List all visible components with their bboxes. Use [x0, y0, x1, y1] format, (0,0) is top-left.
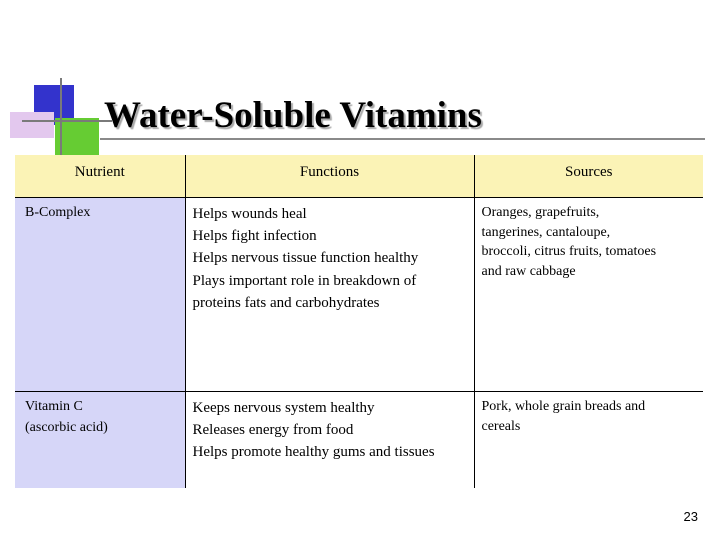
vitamins-table: [15, 155, 703, 488]
function-line: Helps wounds heal: [192, 206, 307, 222]
header-sources: Sources: [474, 155, 703, 198]
source-line: tangerines, cantaloupe,: [481, 224, 611, 240]
source-line: Oranges, grapefruits,: [481, 205, 600, 220]
table-row: [15, 198, 703, 392]
function-line: Helps nervous tissue function healthy: [192, 250, 419, 267]
source-line: Pork, whole grain breads and: [481, 399, 646, 414]
table-header-row: [15, 155, 703, 198]
nutrient-name: (ascorbic acid): [25, 419, 108, 435]
decor-horizontal-line: [22, 120, 112, 122]
function-line: Helps fight infection: [192, 228, 317, 245]
nutrient-name: Vitamin C: [25, 399, 83, 414]
decor-vertical-line: [60, 78, 62, 156]
functions-cell: [185, 198, 474, 392]
nutrient-cell: [15, 392, 185, 489]
sources-cell: [474, 392, 703, 489]
function-line: Plays important role in breakdown of: [192, 272, 417, 289]
header-nutrient: Nutrient: [15, 155, 185, 198]
function-line: Keeps nervous system healthy: [192, 400, 375, 416]
slide-title: Water-Soluble Vitamins: [104, 95, 482, 136]
source-line: cereals: [481, 418, 521, 434]
header-functions: Functions: [185, 155, 474, 198]
nutrient-cell: [15, 198, 185, 392]
function-line: Helps promote healthy gums and tissues: [192, 444, 435, 461]
decor-pink-square: [10, 112, 54, 138]
sources-cell: [474, 198, 703, 392]
nutrient-name: B-Complex: [25, 205, 91, 220]
function-line: Releases energy from food: [192, 422, 354, 439]
source-line: and raw cabbage: [481, 263, 576, 279]
title-underline: [100, 138, 705, 140]
source-line: broccoli, citrus fruits, tomatoes: [481, 244, 657, 260]
function-line: proteins fats and carbohydrates: [192, 294, 380, 311]
functions-cell: [185, 392, 474, 489]
table-row: [15, 392, 703, 489]
slide-number: 23: [683, 509, 698, 524]
